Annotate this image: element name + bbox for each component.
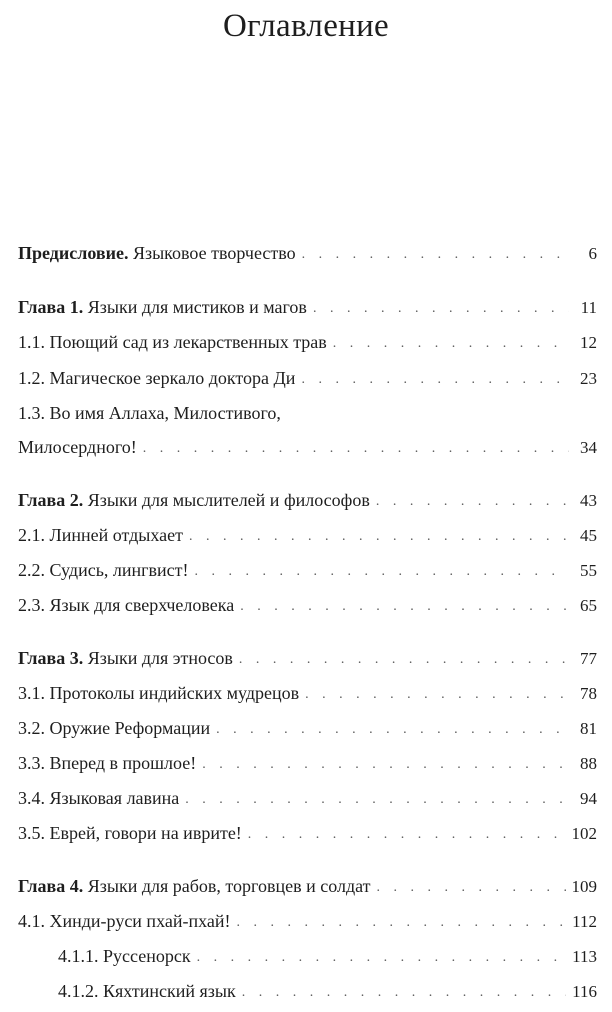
dot-leader xyxy=(242,981,566,1005)
toc-entry-title: 4.1. Хинди-руси пхай-пхай! xyxy=(18,911,231,931)
toc-page-number: 116 xyxy=(572,982,597,1001)
dot-leader xyxy=(377,876,566,900)
toc-page-number: 55 xyxy=(580,561,597,580)
toc-entry-title: 3.4. Языковая лавина xyxy=(18,788,180,808)
toc-page-number: 88 xyxy=(580,754,597,773)
toc-entry-title: 4.1.2. Кяхтинский язык xyxy=(58,981,236,1001)
toc-page-number: 45 xyxy=(580,526,597,545)
toc-entry-section[interactable] xyxy=(18,786,597,810)
toc-page-number: 78 xyxy=(580,684,597,703)
dot-leader xyxy=(195,560,569,584)
toc-entry-section-line-1[interactable]: 1.3. Во имя Аллаха, Милостивого, xyxy=(18,403,281,423)
toc-entry-section[interactable] xyxy=(18,681,597,705)
toc-entry-section[interactable] xyxy=(18,435,597,459)
dot-leader xyxy=(197,946,567,970)
toc-entry-text xyxy=(18,241,296,265)
toc-entry-bold-label: Предисловие. xyxy=(18,243,129,263)
toc-entry-bold-label: Глава 1. xyxy=(18,297,84,317)
toc-entry-section[interactable] xyxy=(18,558,597,582)
toc-entry-title: Языки для этносов xyxy=(83,648,233,668)
toc-entry-title: 3.5. Еврей, говори на иврите! xyxy=(18,823,242,843)
toc-page-number: 65 xyxy=(580,596,597,615)
toc-entry-text xyxy=(18,295,307,319)
dot-leader xyxy=(302,243,569,267)
toc-entry-title: 2.2. Судись, лингвист! xyxy=(18,560,189,580)
toc-entry-title: Языки для мыслителей и философов xyxy=(83,490,370,510)
toc-entry-section[interactable] xyxy=(18,593,597,617)
toc-entry-title: 2.1. Линней отдыхает xyxy=(18,525,183,545)
toc-entry-title: Языки для мистиков и магов xyxy=(83,297,307,317)
toc-page-number: 6 xyxy=(588,244,597,263)
toc-page-number: 109 xyxy=(571,877,597,896)
toc-entry-section[interactable] xyxy=(18,366,597,390)
toc-entry-chapter-2[interactable] xyxy=(18,488,597,512)
toc-entry-chapter-1[interactable] xyxy=(18,295,597,319)
toc-entry-bold-label: Глава 4. xyxy=(18,876,84,896)
toc-page-number: 94 xyxy=(580,789,597,808)
toc-page-number: 112 xyxy=(572,912,597,931)
toc-entry-section[interactable] xyxy=(18,716,597,740)
toc-entry-preface[interactable] xyxy=(18,241,597,265)
toc-entry-text xyxy=(18,874,371,898)
toc-entry-chapter-4[interactable] xyxy=(18,874,597,898)
dot-leader xyxy=(185,788,569,812)
toc-page-number: 77 xyxy=(580,649,597,668)
toc-page-number: 102 xyxy=(571,824,597,843)
dot-leader xyxy=(301,368,569,392)
toc-entry-title: 3.3. Вперед в прошлое! xyxy=(18,753,197,773)
toc-entry-section[interactable] xyxy=(18,821,597,845)
toc-entry-bold-label: Глава 2. xyxy=(18,490,84,510)
toc-page-number: 12 xyxy=(580,333,597,352)
dot-leader xyxy=(313,297,569,321)
toc-entry-title: 1.1. Поющий сад из лекарственных трав xyxy=(18,332,327,352)
page-title: Оглавление xyxy=(222,8,390,44)
dot-leader xyxy=(189,525,569,549)
dot-leader xyxy=(376,490,569,514)
toc-entry-chapter-3[interactable] xyxy=(18,646,597,670)
dot-leader xyxy=(248,823,566,847)
toc-page-number: 113 xyxy=(572,947,597,966)
toc-page-number: 23 xyxy=(580,369,597,388)
toc-entry-title: Языки для рабов, торговцев и солдат xyxy=(83,876,371,896)
toc-entry-title: 1.2. Магическое зеркало доктора Ди xyxy=(18,368,296,388)
dot-leader xyxy=(202,753,569,777)
toc-entry-section[interactable] xyxy=(18,751,597,775)
toc-entry-title: 2.3. Язык для сверхчеловека xyxy=(18,595,235,615)
toc-entry-title: 3.1. Протоколы индийских мудрецов xyxy=(18,683,300,703)
toc-entry-section[interactable] xyxy=(18,909,597,933)
toc-entry-section[interactable] xyxy=(18,330,597,354)
dot-leader xyxy=(216,718,569,742)
toc-entry-text xyxy=(18,488,370,512)
dot-leader xyxy=(236,911,566,935)
toc-page-number: 11 xyxy=(580,298,597,317)
dot-leader xyxy=(239,648,569,672)
toc-entry-section[interactable] xyxy=(18,523,597,547)
toc-entry-text xyxy=(18,646,233,670)
toc-entry-title: Милосердного! xyxy=(18,437,137,457)
toc-page-number: 34 xyxy=(580,438,597,457)
toc-entry-subsection[interactable] xyxy=(58,944,597,968)
dot-leader xyxy=(143,437,569,461)
dot-leader xyxy=(240,595,569,619)
toc-entry-title: 4.1.1. Руссенорск xyxy=(58,946,191,966)
dot-leader xyxy=(305,683,569,707)
toc-entry-bold-label: Глава 3. xyxy=(18,648,84,668)
toc-entry-subsection[interactable] xyxy=(58,979,597,1003)
toc-entry-title: Языковое творчество xyxy=(128,243,296,263)
toc-page-number: 81 xyxy=(580,719,597,738)
dot-leader xyxy=(333,332,569,356)
toc-page-number: 43 xyxy=(580,491,597,510)
toc-entry-title: 3.2. Оружие Реформации xyxy=(18,718,211,738)
